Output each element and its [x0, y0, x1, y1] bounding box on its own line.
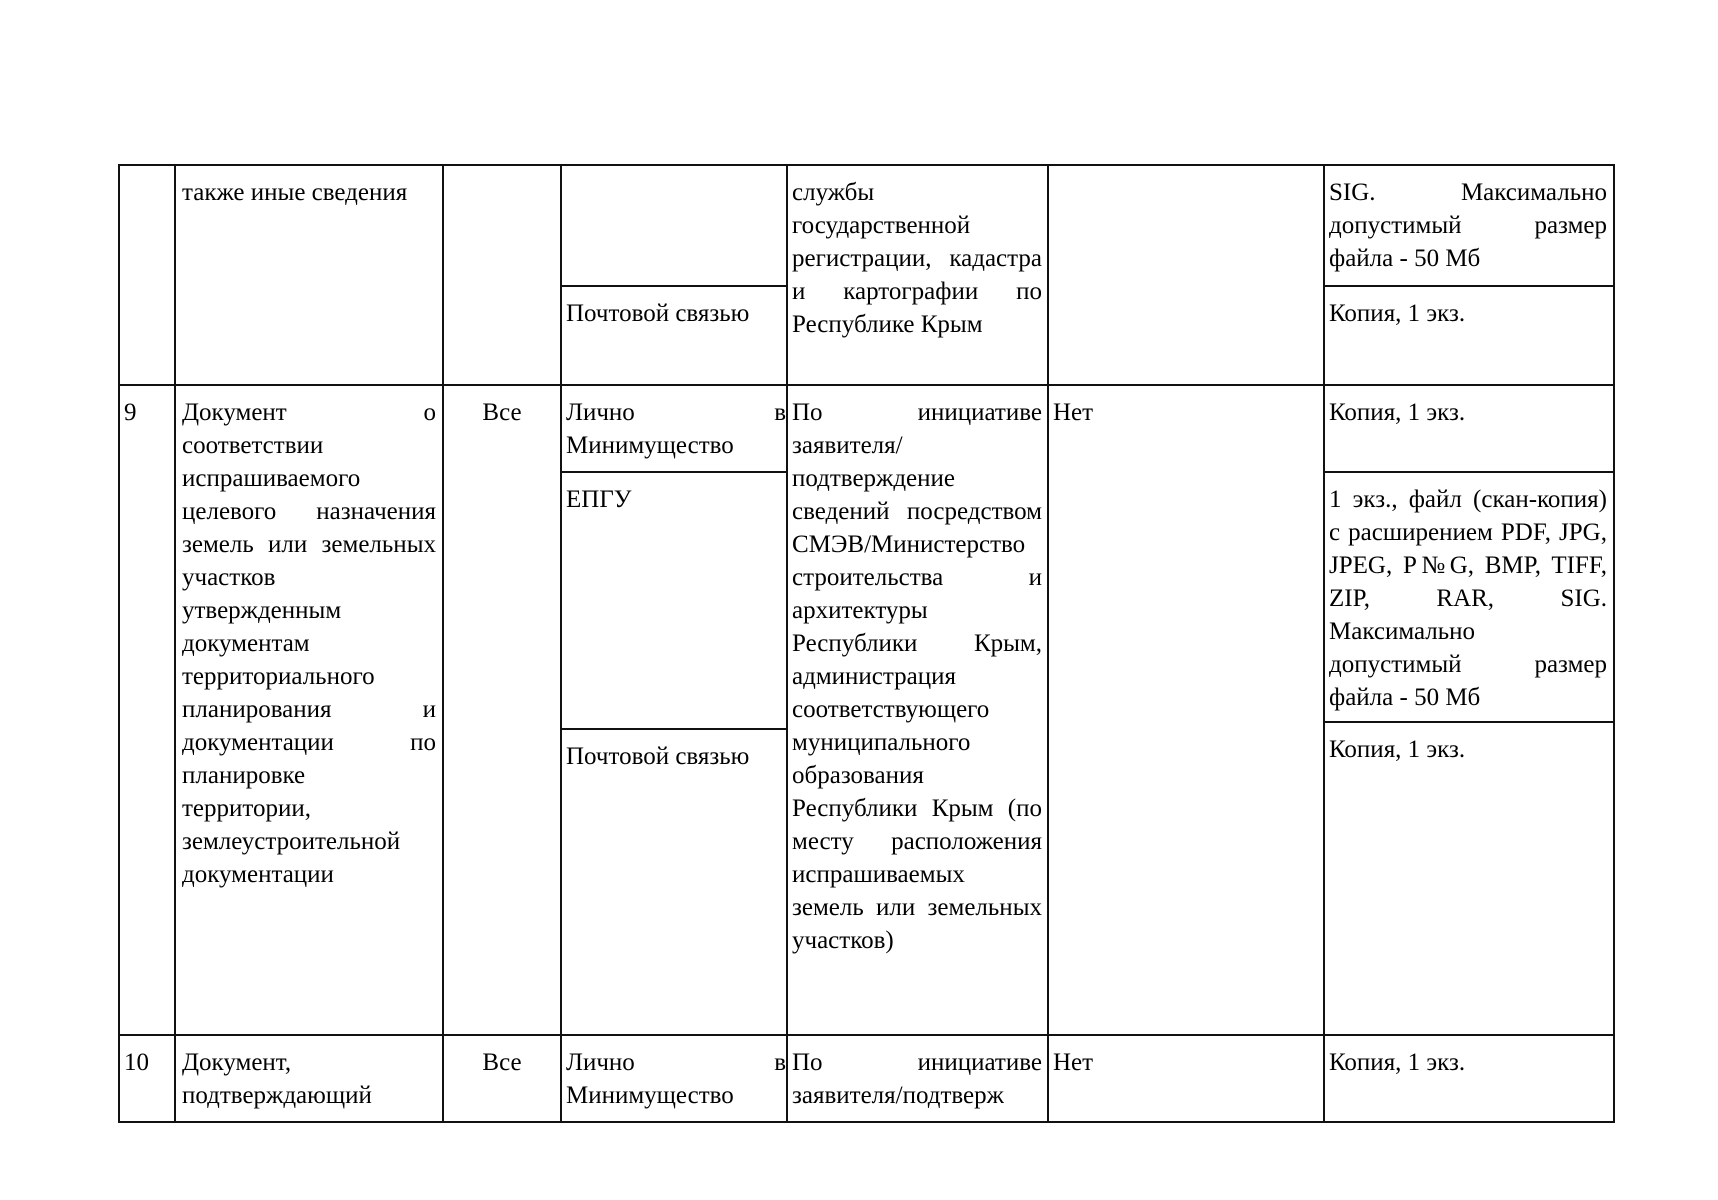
column-divider	[1047, 164, 1049, 1123]
cell-submission-method: Почтовой связью	[566, 743, 750, 770]
cell-submission-method: Почтовой связью	[566, 300, 750, 327]
table-border-top	[118, 164, 1615, 166]
row-divider	[560, 728, 788, 730]
cell-form: Копия, 1 экз.	[1329, 399, 1466, 426]
cell-source: службы государственной регистрации, кадастра и картографии по Республике Крым	[792, 179, 1042, 338]
row-divider	[1323, 721, 1615, 723]
cell-form: Копия, 1 экз.	[1329, 300, 1466, 327]
column-divider	[174, 164, 176, 1123]
table-border-right	[1613, 164, 1615, 1123]
cell-form: Копия, 1 экз.	[1329, 1049, 1466, 1076]
cell-requirement: Нет	[1053, 399, 1094, 426]
row-divider	[560, 285, 788, 287]
cell-document-name: также иные сведения	[182, 179, 408, 206]
documents-table	[118, 164, 1615, 1123]
cell-document-name: Документ о соответствии испрашиваемого целевого назначения земель или земельных участков утвержденным документам территориального планирования и документации по планировке территории, землеустроительной документации	[182, 399, 436, 888]
cell-form: Копия, 1 экз.	[1329, 736, 1466, 763]
cell-row-number: 9	[124, 399, 137, 426]
column-divider	[560, 164, 562, 1123]
row-divider	[1323, 285, 1615, 287]
row-divider	[560, 471, 788, 473]
cell-form: 1 экз., файл (скан-копия) с расширением PDF, JPG, JPEG, P№G, BMP, TIFF, ZIP, RAR, SIG. Максимально допустимый размер файла - 50 Мб	[1329, 486, 1607, 711]
row-divider	[118, 1034, 1615, 1036]
cell-row-number: 10	[124, 1049, 149, 1076]
table-border-bottom	[118, 1121, 1615, 1123]
cell-requirement: Нет	[1053, 1049, 1094, 1076]
column-divider	[1323, 164, 1325, 1123]
cell-applicant-category: Все	[482, 399, 522, 426]
column-divider	[786, 164, 788, 1123]
cell-submission-method: ЕПГУ	[566, 486, 632, 513]
cell-source: По инициативе заявителя/подтверж	[792, 1049, 1042, 1109]
cell-applicant-category: Все	[482, 1049, 522, 1076]
row-divider	[118, 384, 1615, 386]
cell-form: SIG. Максимально допустимый размер файла - 50 Мб	[1329, 179, 1607, 272]
table-border-left	[118, 164, 120, 1123]
cell-document-name: Документ, подтверждающий	[182, 1049, 372, 1109]
cell-source: По инициативе заявителя/подтверждение сведений посредством СМЭВ/Министерство строительства и архитектуры Республики Крым, администрация соответствующего муниципального образования Республики Крым (по месту расположения испрашиваемых земель или земельных участков)	[792, 399, 1042, 954]
cell-submission-method: Лично в Минимущество	[566, 1049, 786, 1109]
cell-submission-method: Лично в Минимущество	[566, 399, 786, 459]
column-divider	[442, 164, 444, 1123]
row-divider	[1323, 471, 1615, 473]
